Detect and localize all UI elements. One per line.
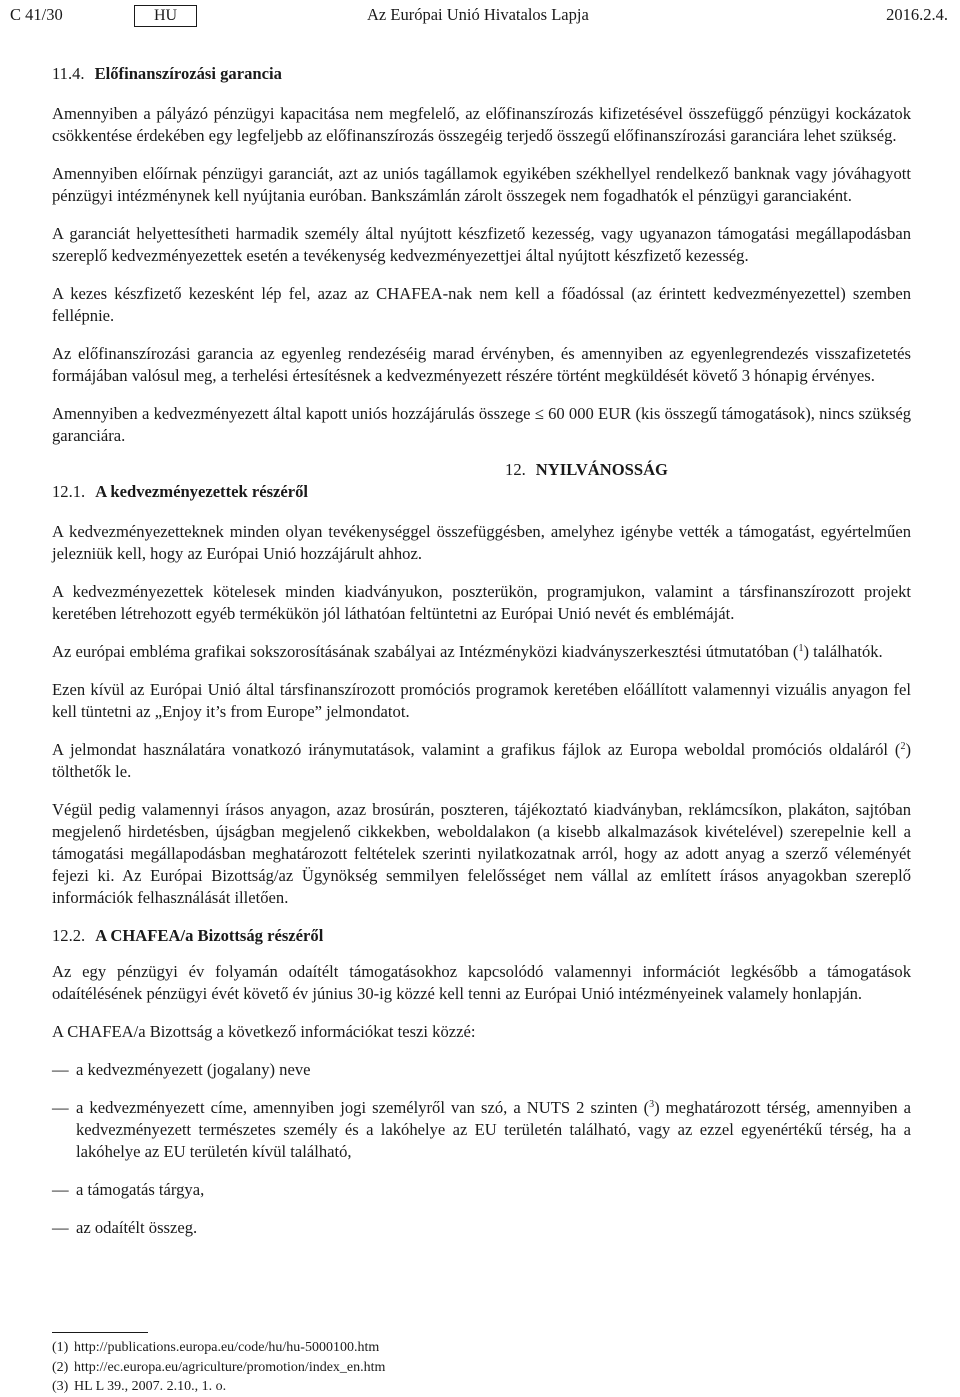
section-title: Előfinanszírozási garancia: [94, 64, 282, 83]
paragraph: A kedvezményezetteknek minden olyan tevékenységgel összefüggésben, amelyhez igénybe vették a támogatást, egyértelműen jelezniük kell, hogy az Európai Unió hozzájárult ahhoz.: [52, 522, 911, 563]
footnote-mark: (3): [52, 1379, 69, 1394]
list-item-text: az odaítélt összeg.: [76, 1218, 198, 1237]
section-number: 12.: [505, 460, 526, 479]
paragraph: Amennyiben a kedvezményezett által kapott uniós hozzájárulás összege ≤ 60 000 EUR (kis összegű támogatások), nincs szükség garanciára.: [52, 404, 911, 445]
section-title: A kedvezményezettek részéről: [95, 482, 309, 501]
page-header: [0, 0, 960, 30]
dash-bullet: —: [52, 1098, 69, 1117]
page-reference: C 41/30: [10, 5, 63, 24]
footnote: [52, 1338, 652, 1358]
paragraph: [52, 739, 911, 783]
list-item-text: a kedvezményezett címe, amennyiben jogi személyről van szó, a NUTS 2 szinten (: [76, 1098, 650, 1117]
footnotes: [52, 1332, 652, 1397]
section-number: 12.1.: [52, 482, 86, 501]
footnote-link[interactable]: http://ec.europa.eu/agriculture/promotion/index_en.htm: [74, 1359, 386, 1375]
section-title: NYILVÁNOSSÁG: [535, 460, 668, 479]
list-item-text: a támogatás tárgya,: [76, 1180, 205, 1199]
paragraph: Amennyiben a pályázó pénzügyi kapacitása nem megfelelő, az előfinanszírozás kifizetésével összefüggő pénzügyi kockázatok csökkentése érdekében egy legfeljebb az előfinanszírozás összegéig terjedő összegű előfinanszírozási garanciára lehet szükség.: [52, 104, 911, 145]
footnote-mark: (1): [52, 1340, 69, 1355]
footnote-ref: 3: [649, 1099, 655, 1110]
footnote-separator: [52, 1332, 148, 1333]
section-number: 11.4.: [52, 64, 85, 83]
text-run: ) találhatók.: [803, 642, 883, 661]
section-11-4-heading: [52, 63, 911, 85]
footnote-ref: 1: [798, 643, 804, 654]
journal-title: Az Európai Unió Hivatalos Lapja: [367, 5, 589, 24]
paragraph: Ezen kívül az Európai Unió által társfinanszírozott promóciós programok keretében előállított valamennyi vizuális anyagon fel kell tüntetni az „Enjoy it’s from Europe” jelmondatot.: [52, 680, 911, 721]
paragraph: Végül pedig valamennyi írásos anyagon, azaz brosúrán, poszteren, tájékoztató kiadványban, reklámcsíkon, plakáton, sajtóban megjelenő hirdetésben, újságban megjelenő cikkekben, weboldalakon (a kisebb alkalmazások kivételével) szerepelnie kell a támogatási megállapodásban meghatározott feltételek szerinti nyilatkozatnak arról, hogy az adott anyag a szerző véleményét fejezi ki. Az Európai Bizottság/az Ügynökség semmilyen felelősséget nem vállal az említett írásos anyagokban szereplő információk felhasználását illetően.: [52, 800, 911, 907]
text-run: ) tölthetők le.: [52, 740, 911, 781]
text-run: A jelmondat használatára vonatkozó iránymutatások, valamint a grafikus fájlok az Europa weboldal promóciós oldaláról (: [52, 740, 901, 759]
document-body: [52, 63, 911, 1255]
list-item: [52, 1097, 911, 1163]
published-info-list: [52, 1059, 911, 1239]
section-12-heading: [52, 459, 911, 481]
footnote: [52, 1377, 652, 1397]
list-item: [52, 1059, 911, 1081]
paragraph: A garanciát helyettesítheti harmadik személy által nyújtott készfizető kezesség, vagy ugyanazon támogatási megállapodásban szereplő kedvezményezettek esetén a tevékenység kedvezményezettjei által nyújtott készfizető kezesség.: [52, 224, 911, 265]
dash-bullet: —: [52, 1218, 69, 1237]
footnote-link[interactable]: http://publications.europa.eu/code/hu/hu-5000100.htm: [74, 1340, 380, 1355]
footnote-text: HL L 39., 2007. 2.10., 1. o.: [74, 1379, 227, 1394]
footnote-mark: (2): [52, 1359, 69, 1375]
dash-bullet: —: [52, 1060, 69, 1079]
paragraph: [52, 641, 911, 663]
paragraph: A kezes készfizető kezesként lép fel, azaz az CHAFEA-nak nem kell a főadóssal (az érintett kedvezményezettel) szemben fellépnie.: [52, 284, 911, 325]
list-item: [52, 1217, 911, 1239]
footnote-ref: 2: [900, 741, 906, 752]
footnote: [52, 1358, 652, 1378]
list-item-text: ) meghatározott térség, amennyiben a kedvezményezett természetes személy és a lakóhelye az EU területén található, vagy az ezzel egyenértékű térség, ha a lakóhelye az EU területén kívül található,: [76, 1098, 911, 1161]
text-run: Az európai embléma grafikai sokszorosításának szabályai az Intézményközi kiadványszerkesztési útmutatóban (: [52, 642, 799, 661]
list-item-text: a kedvezményezett (jogalany) neve: [76, 1060, 311, 1079]
list-item: [52, 1179, 911, 1201]
paragraph: Az egy pénzügyi év folyamán odaítélt támogatásokhoz kapcsolódó valamennyi információt legkésőbb a támogatások odaítélésének pénzügyi évét követő év június 30-ig közzé kell tenni az Európai Unió intézményeinek valamely honlapján.: [52, 962, 911, 1003]
section-number: 12.2.: [52, 926, 86, 945]
section-12-1-heading: [52, 481, 911, 503]
section-title: A CHAFEA/a Bizottság részéről: [95, 926, 324, 945]
paragraph: Amennyiben előírnak pénzügyi garanciát, azt az uniós tagállamok egyikében székhellyel rendelkező banknak vagy jóváhagyott pénzügyi intézménynek kell nyújtania euróban. Bankszámlán zárolt összegek nem fogadhatók el pénzügyi garanciaként.: [52, 164, 911, 205]
paragraph: Az előfinanszírozási garancia az egyenleg rendezéséig marad érvényben, és amennyiben az egyenlegrendezés visszafizetetés formájában valósul meg, a terhelési értesítésnek a kedvezményezett részére történt megküldését követő 3 hónapig érvényes.: [52, 344, 911, 385]
paragraph: A kedvezményezettek kötelesek minden kiadványukon, poszterükön, programjukon, valamint a társfinanszírozott projekt keretében létrehozott egyéb termékükön jól láthatóan feltüntetni az Európai Unió nevét és emblémáját.: [52, 582, 911, 623]
paragraph: A CHAFEA/a Bizottság a következő információkat teszi közzé:: [52, 1022, 476, 1041]
dash-bullet: —: [52, 1180, 69, 1199]
language-code-box: HU: [134, 5, 197, 27]
publication-date: 2016.2.4.: [886, 5, 948, 24]
section-12-2-heading: [52, 925, 911, 947]
